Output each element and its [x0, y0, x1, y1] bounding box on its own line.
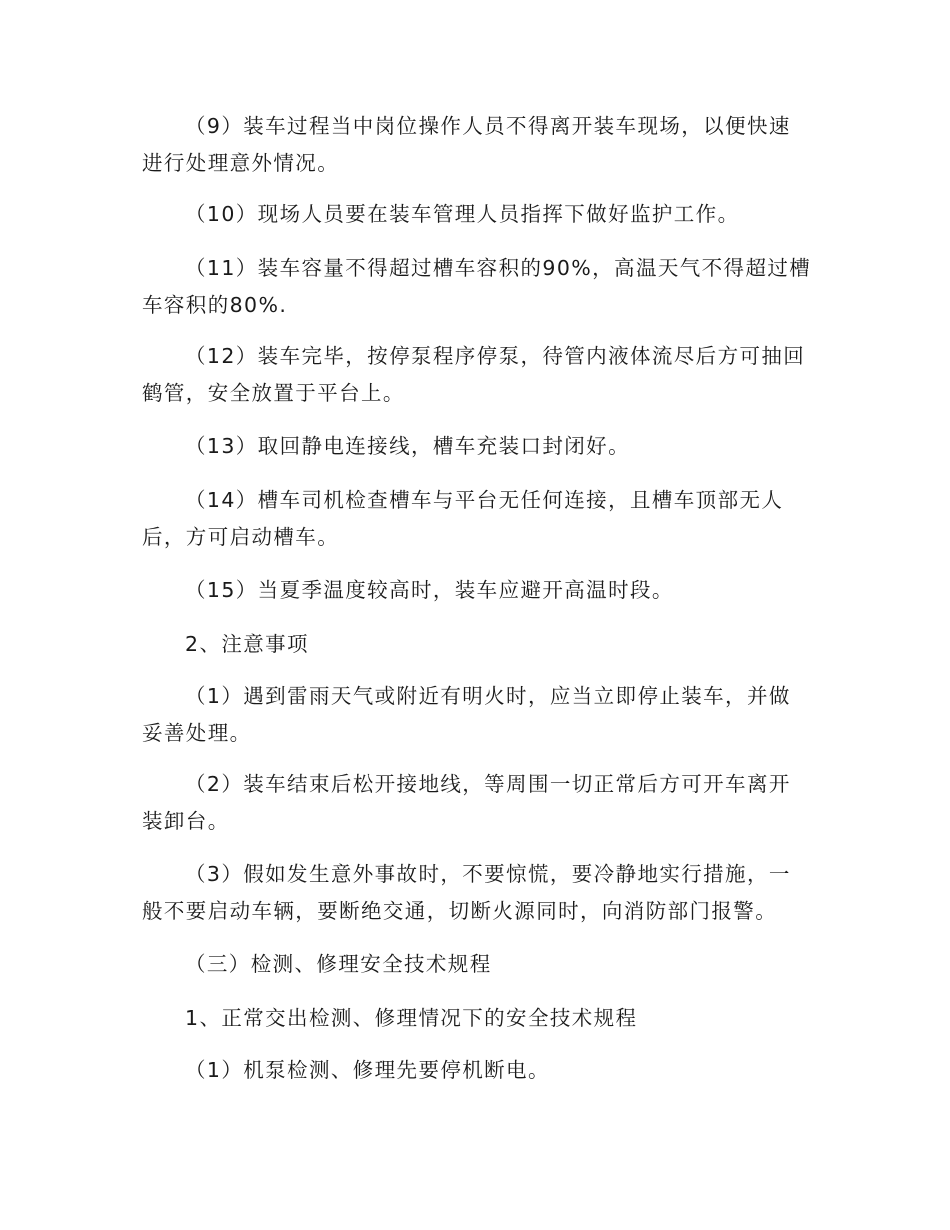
inspection-item-1: （1）机泵检测、修理先要停机断电。 [185, 1058, 550, 1082]
paragraph-item-14: （14）槽车司机检查槽车与平台无任何连接，且槽车顶部无人后，方可启动槽车。 [142, 488, 784, 549]
section-heading-precautions: 2、注意事项 [185, 632, 309, 656]
paragraph-item-11: （11）装车容量不得超过槽车容积的90%，高温天气不得超过槽车容积的80%. [142, 256, 812, 317]
paragraph-item-13: （13）取回静电连接线，槽车充装口封闭好。 [185, 434, 630, 458]
precaution-item-3: （3）假如发生意外事故时，不要惊慌，要冷静地实行措施，一般不要启动车辆，要断绝交通，切断火源同时，向消防部门报警。 [142, 862, 791, 923]
precaution-item-2: （2）装车结束后松开接地线，等周围一切正常后方可开车离开装卸台。 [142, 772, 791, 833]
precaution-item-1: （1）遇到雷雨天气或附近有明火时，应当立即停止装车，并做妥善处理。 [142, 684, 791, 745]
section-heading-inspection: （三）检测、修理安全技术规程 [185, 952, 492, 976]
paragraph-item-10: （10）现场人员要在装车管理人员指挥下做好监护工作。 [185, 202, 740, 226]
paragraph-item-15: （15）当夏季温度较高时，装车应避开高温时段。 [185, 578, 674, 602]
subsection-heading-normal-handover: 1、正常交出检测、修理情况下的安全技术规程 [185, 1006, 638, 1030]
paragraph-item-12: （12）装车完毕，按停泵程序停泵，待管内液体流尽后方可抽回鹤管，安全放置于平台上。 [142, 344, 806, 405]
paragraph-item-9: （9）装车过程当中岗位操作人员不得离开装车现场，以便快速进行处理意外情况。 [142, 114, 791, 175]
